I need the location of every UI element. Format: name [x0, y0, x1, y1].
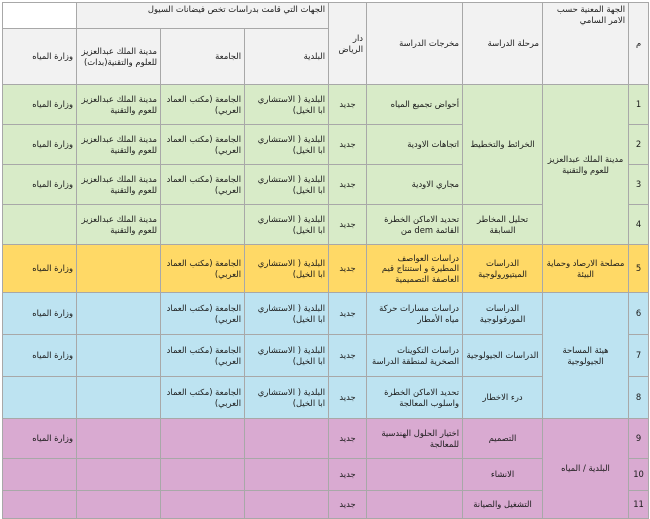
riyadh-cell: جديد: [329, 293, 367, 335]
university-cell: [161, 419, 245, 459]
university-cell: الجامعة (مكتب العماد العربي): [161, 85, 245, 125]
output-cell: دراسات التكوينات الصخرية لمنطقة الدراسة: [367, 335, 463, 377]
municipality-cell: البلدية ( الاستشاري ابا الخيل): [245, 85, 329, 125]
water-cell: وزارة المياه: [3, 293, 77, 335]
table-row: [3, 245, 649, 293]
municipality-cell: البلدية ( الاستشاري ابا الخيل): [245, 165, 329, 205]
kacst-cell: مدينة الملك عبدالعزيز للعوم والتقنية: [77, 125, 161, 165]
riyadh-cell: جديد: [329, 335, 367, 377]
university-cell: [161, 205, 245, 245]
municipality-cell: [245, 419, 329, 459]
riyadh-cell: جديد: [329, 85, 367, 125]
water-cell: [3, 377, 77, 419]
output-cell: دراسات العواصف المطيرة و استنتاج قيم العاصفة التصميمية: [367, 245, 463, 293]
riyadh-cell: جديد: [329, 125, 367, 165]
row-num: 3: [629, 165, 649, 205]
stage-cell: الخرائط والتخطيط: [463, 85, 543, 205]
riyadh-cell: جديد: [329, 377, 367, 419]
municipality-cell: البلدية ( الاستشاري ابا الخيل): [245, 245, 329, 293]
output-cell: [367, 459, 463, 491]
university-cell: الجامعة (مكتب العماد العربي): [161, 377, 245, 419]
entity-cell: البلدية / المياه: [543, 419, 629, 519]
header-water: وزارة المياه: [3, 29, 77, 85]
kacst-cell: [77, 245, 161, 293]
riyadh-cell: جديد: [329, 165, 367, 205]
municipality-cell: البلدية ( الاستشاري ابا الخيل): [245, 205, 329, 245]
header-group: الجهات التي قامت بدراسات تخص فيضانات السيول: [77, 3, 329, 29]
university-cell: [161, 491, 245, 519]
riyadh-cell: جديد: [329, 459, 367, 491]
stage-cell: درء الاخطار: [463, 377, 543, 419]
water-cell: [3, 205, 77, 245]
kacst-cell: مدينة الملك عبدالعزيز للعوم والتقنية: [77, 165, 161, 205]
header-university: الجامعة: [161, 29, 245, 85]
table-row: [3, 293, 649, 335]
output-cell: تحديد الاماكن الخطرة القائمة dem من: [367, 205, 463, 245]
municipality-cell: البلدية ( الاستشاري ابا الخيل): [245, 125, 329, 165]
stage-cell: الدراسات الميتيورولوجية: [463, 245, 543, 293]
output-cell: اتجاهات الاودية: [367, 125, 463, 165]
water-cell: وزارة المياه: [3, 245, 77, 293]
table-row: [3, 419, 649, 459]
stage-cell: تحليل المخاطر السابقة: [463, 205, 543, 245]
university-cell: الجامعة (مكتب العماد العربي): [161, 335, 245, 377]
row-num: 6: [629, 293, 649, 335]
stage-cell: التشغيل والصيانة: [463, 491, 543, 519]
university-cell: الجامعة (مكتب العماد العربي): [161, 125, 245, 165]
riyadh-cell: جديد: [329, 245, 367, 293]
row-num: 11: [629, 491, 649, 519]
riyadh-cell: جديد: [329, 419, 367, 459]
kacst-cell: [77, 459, 161, 491]
header-municipality: البلدية: [245, 29, 329, 85]
kacst-cell: [77, 335, 161, 377]
stage-cell: الدراسات المورفولوجية: [463, 293, 543, 335]
output-cell: اختيار الحلول الهندسية للمعالجة: [367, 419, 463, 459]
riyadh-cell: جديد: [329, 491, 367, 519]
water-cell: [3, 491, 77, 519]
row-num: 2: [629, 125, 649, 165]
entity-cell: مصلحة الارصاد وحماية البيئة: [543, 245, 629, 293]
water-cell: وزارة المياه: [3, 335, 77, 377]
header-kacst: مدينة الملك عبدالعزيز للعلوم والتقنية(بدات): [77, 29, 161, 85]
output-cell: مجاري الاودية: [367, 165, 463, 205]
municipality-cell: البلدية ( الاستشاري ابا الخيل): [245, 377, 329, 419]
kacst-cell: [77, 419, 161, 459]
row-num: 8: [629, 377, 649, 419]
stage-cell: الدراسات الجيولوجية: [463, 335, 543, 377]
header-entity: الجهة المعنية حسب الامر السامي: [543, 3, 629, 85]
university-cell: الجامعة (مكتب العماد العربي): [161, 245, 245, 293]
table-row: [3, 85, 649, 125]
entity-cell: مدينة الملك عبدالعزيز للعوم والتقنية: [543, 85, 629, 245]
flood-studies-table: [2, 2, 649, 519]
header-blank: [3, 3, 77, 29]
output-cell: دراسات مسارات حركة مياه الأمطار: [367, 293, 463, 335]
header-stage: مرحلة الدراسة: [463, 3, 543, 85]
stage-cell: التصميم: [463, 419, 543, 459]
kacst-cell: مدينة الملك عبدالعزيز للعوم والتقنية: [77, 85, 161, 125]
row-num: 9: [629, 419, 649, 459]
kacst-cell: [77, 491, 161, 519]
water-cell: وزارة المياه: [3, 125, 77, 165]
output-cell: تحديد الاماكن الخطرة واسلوب المعالجة: [367, 377, 463, 419]
municipality-cell: [245, 459, 329, 491]
stage-cell: الانشاء: [463, 459, 543, 491]
university-cell: الجامعة (مكتب العماد العربي): [161, 293, 245, 335]
municipality-cell: البلدية ( الاستشاري ابا الخيل): [245, 335, 329, 377]
row-num: 4: [629, 205, 649, 245]
water-cell: وزارة المياه: [3, 85, 77, 125]
row-num: 10: [629, 459, 649, 491]
municipality-cell: البلدية ( الاستشاري ابا الخيل): [245, 293, 329, 335]
kacst-cell: [77, 293, 161, 335]
riyadh-cell: جديد: [329, 205, 367, 245]
university-cell: [161, 459, 245, 491]
row-num: 7: [629, 335, 649, 377]
municipality-cell: [245, 491, 329, 519]
entity-cell: هيئة المساحة الجيولوجية: [543, 293, 629, 419]
output-cell: [367, 491, 463, 519]
header-num: م: [629, 3, 649, 85]
kacst-cell: [77, 377, 161, 419]
row-num: 5: [629, 245, 649, 293]
kacst-cell: مدينة الملك عبدالعزيز للعوم والتقنية: [77, 205, 161, 245]
header-outputs: مخرجات الدراسة: [367, 3, 463, 85]
row-num: 1: [629, 85, 649, 125]
water-cell: [3, 459, 77, 491]
water-cell: وزارة المياه: [3, 165, 77, 205]
header-riyadh: دار الرياض: [329, 3, 367, 85]
output-cell: أحواض تجميع المياه: [367, 85, 463, 125]
water-cell: وزارة المياه: [3, 419, 77, 459]
university-cell: الجامعة (مكتب العماد العربي): [161, 165, 245, 205]
